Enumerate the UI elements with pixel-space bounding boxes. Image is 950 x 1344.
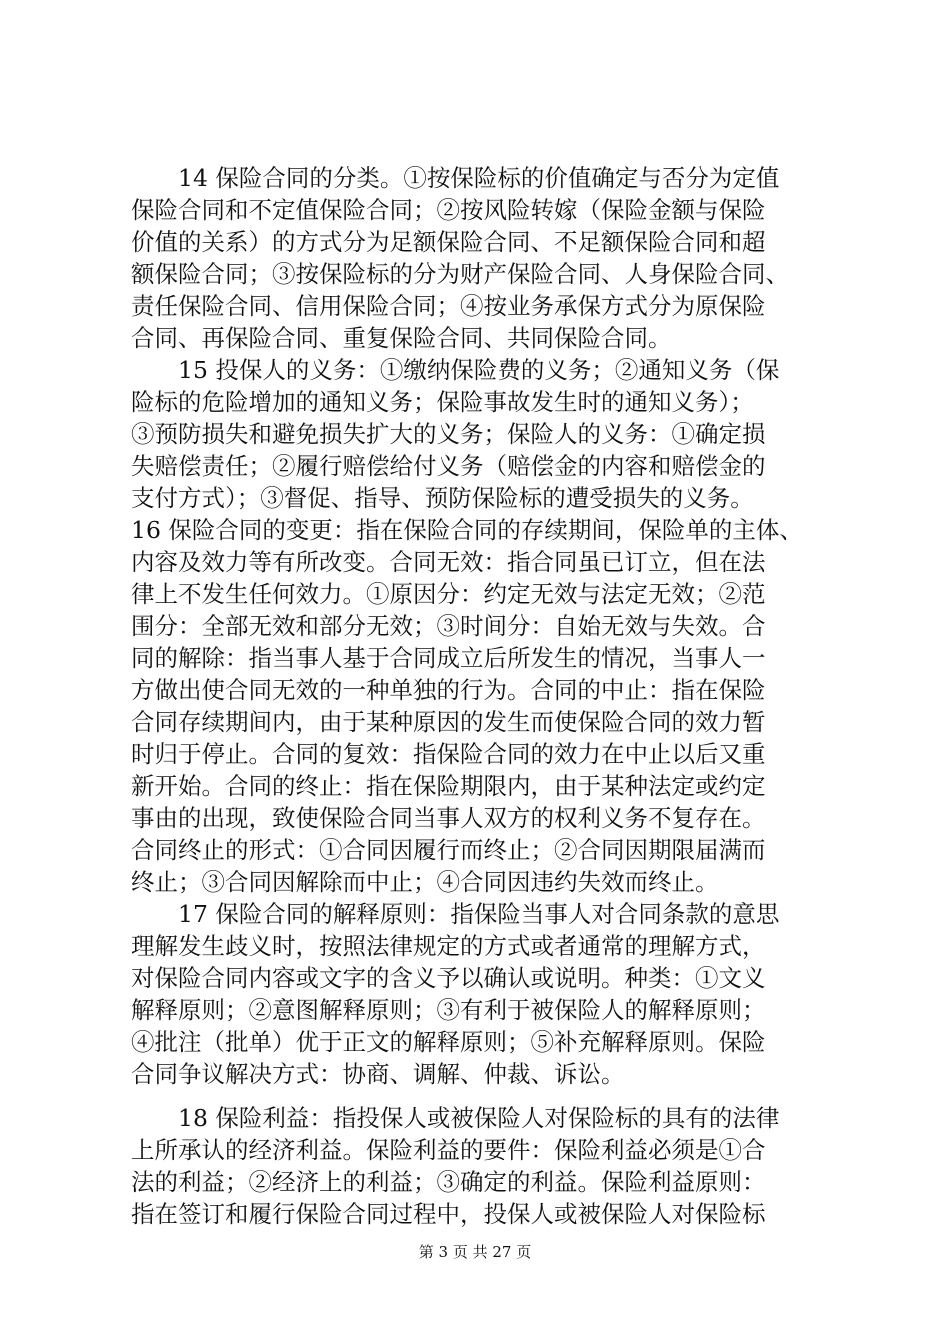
text-line: 合同争议解决方式：协商、调解、仲裁、诉讼。: [131, 1060, 625, 1088]
text-line: ③预防损失和避免损失扩大的义务；保险人的义务：①确定损: [131, 420, 766, 448]
text-line: 事由的出现，致使保险合同当事人双方的权利义务不复存在。: [131, 804, 766, 832]
text-line: 对保险合同内容或文字的含义予以确认或说明。种类：①文义: [131, 964, 766, 992]
text-line: 价值的关系）的方式分为足额保险合同、不足额保险合同和超: [131, 228, 766, 256]
text-line: 终止；③合同因解除而中止；④合同因违约失效而终止。: [131, 868, 719, 896]
text-line: 支付方式）；③督促、指导、预防保险标的遭受损失的义务。: [131, 484, 754, 512]
text-line: 15 投保人的义务：①缴纳保险费的义务；②通知义务（保: [131, 356, 780, 384]
text-line: 合同存续期间内，由于某种原因的发生而使保险合同的效力暂: [131, 708, 766, 736]
page-footer: 第 3 页 共 27 页: [418, 1243, 532, 1261]
text-line: 围分：全部无效和部分无效；③时间分：自始无效与失效。合: [131, 612, 766, 640]
text-line: 上所承认的经济利益。保险利益的要件：保险利益必须是①合: [131, 1136, 766, 1164]
text-line: 合同、再保险合同、重复保险合同、共同保险合同。: [131, 324, 672, 352]
text-line: 指在签订和履行保险合同过程中，投保人或被保险人对保险标: [131, 1200, 766, 1228]
text-line: 责任保险合同、信用保险合同；④按业务承保方式分为原保险: [131, 292, 766, 320]
text-line: 法的利益；②经济上的利益；③确定的利益。保险利益原则：: [131, 1168, 766, 1196]
text-line: 16 保险合同的变更：指在保险合同的存续期间，保险单的主体、: [131, 516, 803, 544]
text-line: ④批注（批单）优于正文的解释原则；⑤补充解释原则。保险: [131, 1028, 766, 1056]
text-line: 17 保险合同的解释原则：指保险当事人对合同条款的意思: [131, 900, 780, 928]
text-line: 时归于停止。合同的复效：指保险合同的效力在中止以后又重: [131, 740, 766, 768]
text-line: 律上不发生任何效力。①原因分：约定无效与法定无效；②范: [131, 580, 766, 608]
text-line: 失赔偿责任；②履行赔偿给付义务（赔偿金的内容和赔偿金的: [131, 452, 766, 480]
text-line: 合同终止的形式：①合同因履行而终止；②合同因期限届满而: [131, 836, 766, 864]
text-line: 内容及效力等有所改变。合同无效：指合同虽已订立，但在法: [131, 548, 766, 576]
text-line: 保险合同和不定值保险合同；②按风险转嫁（保险金额与保险: [131, 196, 766, 224]
text-line: 新开始。合同的终止：指在保险期限内，由于某种法定或约定: [131, 772, 766, 800]
text-line: 险标的危险增加的通知义务；保险事故发生时的通知义务）；: [131, 388, 754, 416]
text-line: 解释原则；②意图解释原则；③有利于被保险人的解释原则；: [131, 996, 766, 1024]
text-line: 同的解除：指当事人基于合同成立后所发生的情况，当事人一: [131, 644, 766, 672]
text-line: 14 保险合同的分类。①按保险标的价值确定与否分为定值: [131, 164, 780, 192]
text-line: 方做出使合同无效的一种单独的行为。合同的中止：指在保险: [131, 676, 766, 704]
text-line: 18 保险利益：指投保人或被保险人对保险标的具有的法律: [131, 1104, 780, 1132]
text-line: 额保险合同；③按保险标的分为财产保险合同、人身保险合同、: [131, 260, 789, 288]
text-line: 理解发生歧义时，按照法律规定的方式或者通常的理解方式，: [131, 932, 766, 960]
